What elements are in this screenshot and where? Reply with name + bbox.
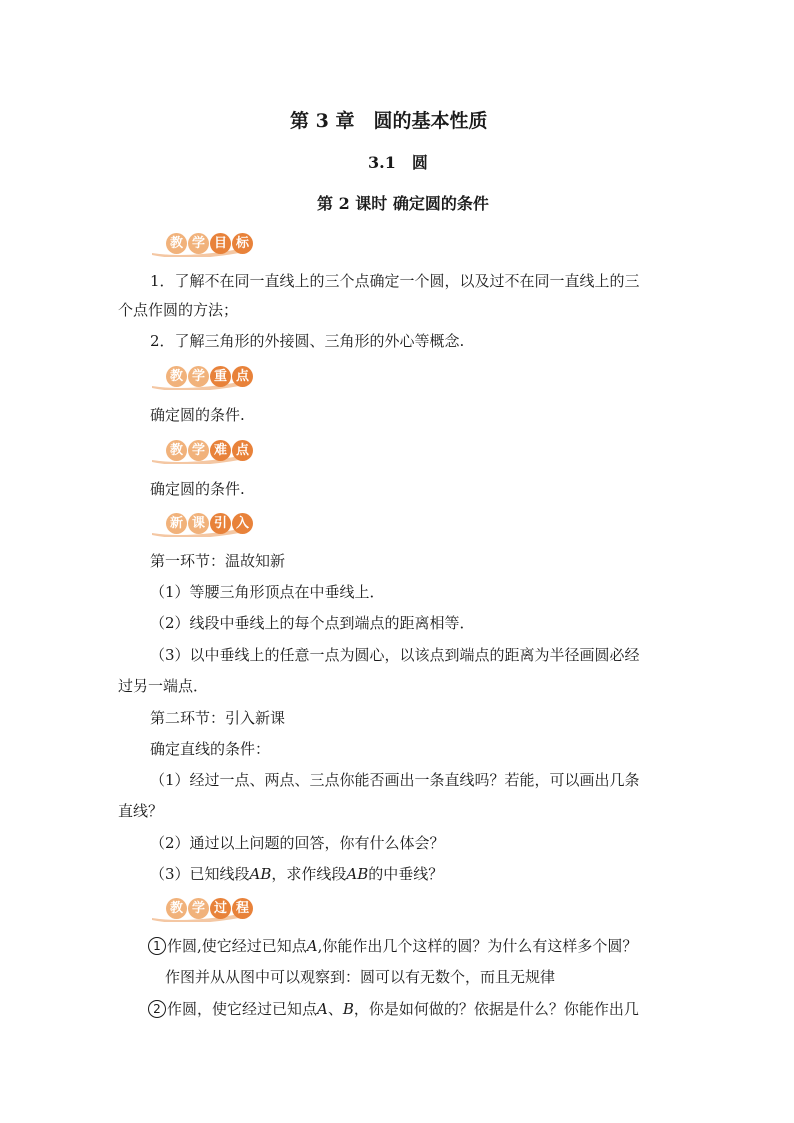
question-1-line-2: 直线？ [118,802,164,820]
chapter-title: 第 3 章 圆的基本性质 [290,110,488,132]
header-char: 程 [232,898,253,919]
circled-number-2-icon: 2 [148,1000,166,1018]
difficulties-text: 确定圆的条件. [150,480,245,498]
question-3: （3）已知线段AB，求作线段AB的中垂线？ [150,865,444,883]
header-char: 学 [188,898,209,919]
question-1-line-1: （1）经过一点、两点、三点你能否画出一条直线吗？若能，可以画出几条 [150,771,640,789]
line-condition-title: 确定直线的条件： [150,740,271,758]
process-step-2: 2 作圆，使它经过已知点A、B，你是如何做的？依据是什么？你能作出几 [148,998,639,1019]
lesson-title: 第 2 课时 确定圆的条件 [317,194,489,213]
header-char: 教 [166,440,187,461]
intro-point-1: （1）等腰三角形顶点在中垂线上． [150,583,385,601]
header-char: 点 [232,440,253,461]
process-step-1: 1 作圆,使它经过已知点A,你能作出几个这样的圆？为什么有这样多个圆？ [148,935,637,956]
header-char: 学 [188,366,209,387]
header-char: 点 [232,366,253,387]
intro-part-2-title: 第二环节：引入新课 [150,709,286,727]
section-header-process [150,896,260,924]
header-char: 课 [188,513,209,534]
intro-point-2: （2）线段中垂线上的每个点到端点的距离相等． [150,614,475,632]
circled-number-1-icon: 1 [148,937,166,955]
header-char: 入 [232,513,253,534]
section-header-intro [150,511,260,539]
question-2: （2）通过以上问题的回答，你有什么体会？ [150,834,445,852]
header-char: 标 [232,233,253,254]
header-char: 引 [210,513,231,534]
intro-part-1-title: 第一环节：温故知新 [150,552,286,570]
header-char: 学 [188,233,209,254]
header-char: 学 [188,440,209,461]
header-char: 教 [166,366,187,387]
section-header-key-points [150,364,260,392]
header-char: 重 [210,366,231,387]
key-points-text: 确定圆的条件. [150,406,245,424]
objective-1-line-2: 个点作圆的方法； [118,301,239,319]
header-char: 教 [166,898,187,919]
intro-point-3-line-1: （3）以中垂线上的任意一点为圆心，以该点到端点的距离为半径画圆必经 [150,646,640,664]
process-step-1-note: 作图并从从图中可以观察到：圆可以有无数个，而且无规律 [165,968,556,986]
header-char: 难 [210,440,231,461]
header-char: 教 [166,233,187,254]
header-char: 目 [210,233,231,254]
objective-2: 2．了解三角形的外接圆、三角形的外心等概念. [150,332,465,350]
header-char: 新 [166,513,187,534]
section-header-difficulties [150,438,260,466]
objective-1-line-1: 1．了解不在同一直线上的三个点确定一个圆，以及过不在同一直线上的三 [150,272,640,290]
section-header-objectives [150,231,260,259]
intro-point-3-line-2: 过另一端点． [118,677,209,695]
header-char: 过 [210,898,231,919]
section-title: 3.1 圆 [368,153,428,172]
